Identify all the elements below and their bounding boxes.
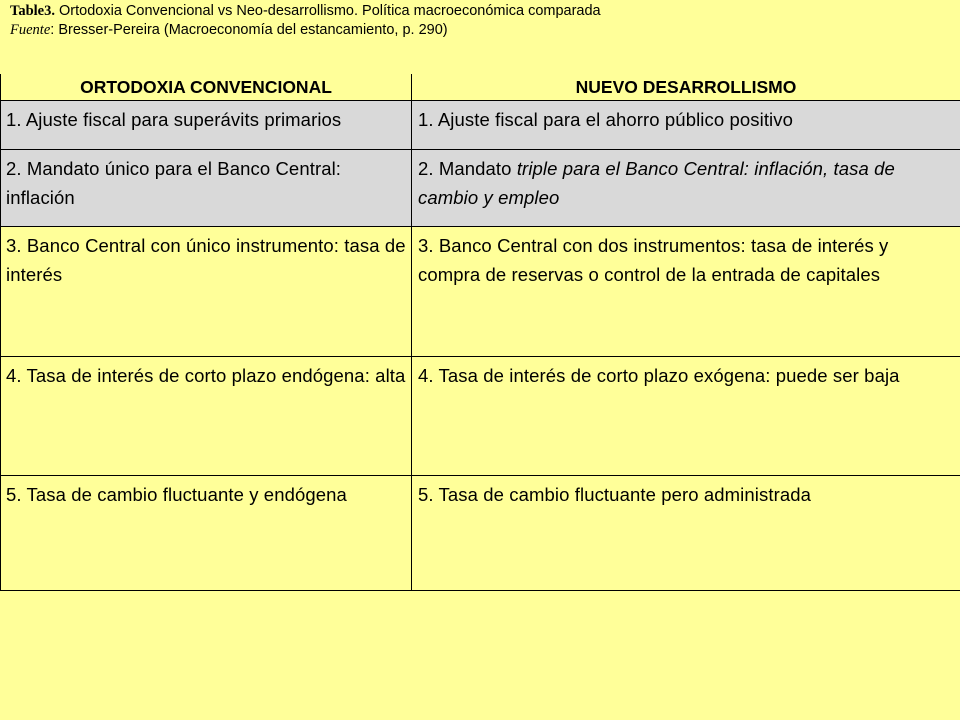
cell-desarrollismo-interes: 4. Tasa de interés de corto plazo exógena: puede ser baja (412, 357, 960, 476)
cell-mandato-prefix: 2. Mandato (418, 158, 517, 179)
table-header-row (1, 74, 960, 101)
caption-table-label: Table3. (10, 3, 55, 19)
caption-source-label: Fuente (10, 22, 51, 38)
caption-title-line (10, 2, 601, 21)
header-ortodoxia: ORTODOXIA CONVENCIONAL (1, 74, 412, 101)
caption-source-line (10, 21, 601, 40)
caption-title-text: Ortodoxia Convencional vs Neo-desarrollismo. Política macroeconómica comparada (55, 3, 601, 19)
table-row (1, 227, 960, 357)
cell-ortodoxia-instrumento: 3. Banco Central con único instrumento: tasa de interés (1, 227, 412, 357)
table-caption (10, 2, 601, 40)
header-nuevo-desarrollismo: NUEVO DESARROLLISMO (412, 74, 960, 101)
caption-source-text: : Bresser-Pereira (Macroeconomía del estancamiento, p. 290) (50, 22, 448, 38)
table-row (1, 150, 960, 227)
cell-ortodoxia-cambio: 5. Tasa de cambio fluctuante y endógena (1, 476, 412, 591)
comparison-table (0, 74, 960, 591)
table-row (1, 357, 960, 476)
cell-desarrollismo-cambio: 5. Tasa de cambio fluctuante pero administrada (412, 476, 960, 591)
cell-mandato-italic: triple para el Banco Central: inflación, tasa de cambio y empleo (418, 158, 895, 208)
table-row (1, 476, 960, 591)
cell-ortodoxia-mandato: 2. Mandato único para el Banco Central: inflación (1, 150, 412, 227)
cell-desarrollismo-mandato (412, 150, 960, 227)
table-row (1, 101, 960, 150)
cell-desarrollismo-fiscal: 1. Ajuste fiscal para el ahorro público positivo (412, 101, 960, 150)
cell-desarrollismo-instrumentos: 3. Banco Central con dos instrumentos: tasa de interés y compra de reservas o control de la entrada de capitales (412, 227, 960, 357)
cell-ortodoxia-interes: 4. Tasa de interés de corto plazo endógena: alta (1, 357, 412, 476)
cell-ortodoxia-fiscal: 1. Ajuste fiscal para superávits primarios (1, 101, 412, 150)
